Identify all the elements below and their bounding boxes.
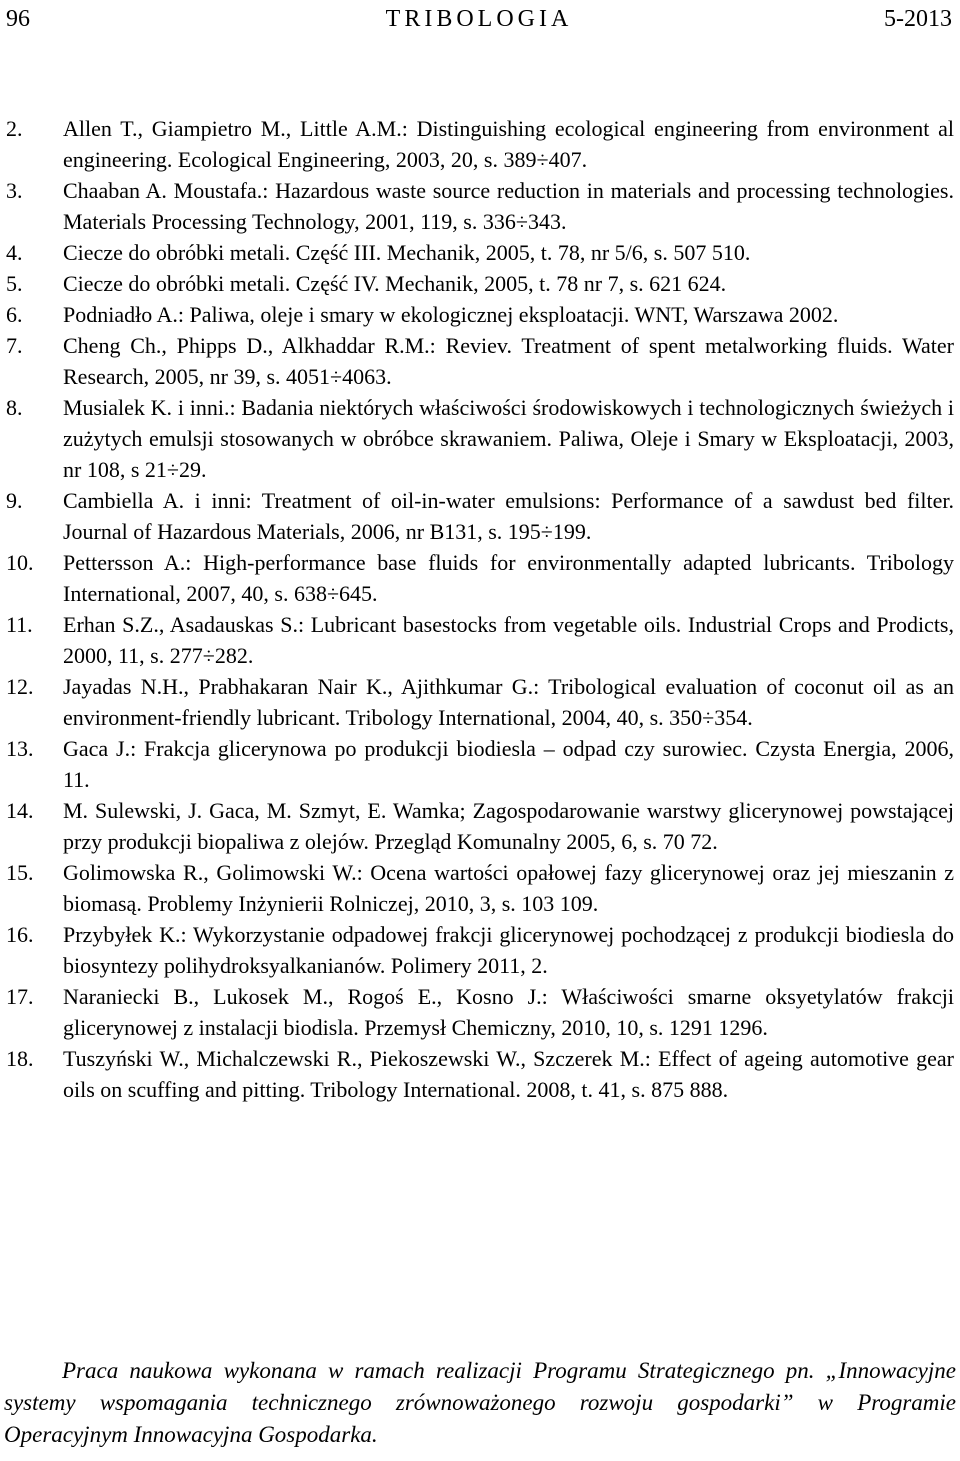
reference-text: Naraniecki B., Lukosek M., Rogoś E., Kosno J.: Właściwości smarne oksyetylatów frakcji glicerynowej z instalacji biodisla. Przemysł Chemiczny, 2010, 10, s. 1291 1296.: [63, 984, 954, 1040]
reference-text: Musialek K. i inni.: Badania niektórych właściwości środowiskowych i technologicznych świeżych i zużytych emulsji stosowanych w obróbce skrawaniem. Paliwa, Oleje i Smary w Eksploatacji, 2003, nr 108, s 21÷29.: [63, 395, 954, 482]
page-header: [6, 2, 952, 36]
reference-number: 8.: [6, 395, 23, 420]
reference-item: [6, 268, 954, 299]
reference-text: Chaaban A. Moustafa.: Hazardous waste source reduction in materials and processing technologies. Materials Processing Technology, 2001, 119, s. 336÷343.: [63, 178, 954, 234]
reference-item: [6, 113, 954, 175]
reference-item: [6, 795, 954, 857]
journal-title: TRIBOLOGIA: [385, 6, 573, 32]
reference-item: [6, 919, 954, 981]
reference-number: 18.: [6, 1046, 34, 1071]
reference-text: Cambiella A. i inni: Treatment of oil-in-water emulsions: Performance of a sawdust bed filter. Journal of Hazardous Materials, 2006, nr B131, s. 195÷199.: [63, 488, 954, 544]
reference-number: 17.: [6, 984, 34, 1009]
reference-number: 11.: [6, 612, 33, 637]
reference-item: [6, 609, 954, 671]
reference-text: Pettersson A.: High-performance base fluids for environmentally adapted lubricants. Tribology International, 2007, 40, s. 638÷645.: [63, 550, 954, 606]
reference-text: Allen T., Giampietro M., Little A.M.: Distinguishing ecological engineering from environment al engineering. Ecological Engineering, 2003, 20, s. 389÷407.: [63, 116, 954, 172]
reference-item: [6, 392, 954, 485]
reference-item: [6, 981, 954, 1043]
reference-item: [6, 485, 954, 547]
reference-list: [6, 113, 954, 1105]
reference-number: 7.: [6, 333, 23, 358]
reference-number: 5.: [6, 271, 23, 296]
reference-item: [6, 1043, 954, 1105]
reference-text: Erhan S.Z., Asadauskas S.: Lubricant basestocks from vegetable oils. Industrial Crops and Prodicts, 2000, 11, s. 277÷282.: [63, 612, 954, 668]
funding-note-text: Praca naukowa wykonana w ramach realizacji Programu Strategicznego pn. „Innowacyjne systemy wspomagania technicznego zrównoważonego rozwoju gospodarki” w Programie Operacyjnym Innowacyjna Gospodarka.: [4, 1358, 956, 1447]
reference-item: [6, 547, 954, 609]
reference-item: [6, 175, 954, 237]
reference-item: [6, 733, 954, 795]
reference-text: M. Sulewski, J. Gaca, M. Szmyt, E. Wamka; Zagospodarowanie warstwy glicerynowej powstającej przy produkcji biopaliwa z olejów. Przegląd Komunalny 2005, 6, s. 70 72.: [63, 798, 954, 854]
reference-item: [6, 330, 954, 392]
reference-text: Cheng Ch., Phipps D., Alkhaddar R.M.: Reviev. Treatment of spent metalworking fluids. Water Research, 2005, nr 39, s. 4051÷4063.: [63, 333, 954, 389]
reference-item: [6, 237, 954, 268]
reference-number: 12.: [6, 674, 34, 699]
reference-number: 6.: [6, 302, 23, 327]
reference-text: Ciecze do obróbki metali. Część III. Mechanik, 2005, t. 78, nr 5/6, s. 507 510.: [63, 240, 751, 265]
funding-note: [4, 1355, 956, 1451]
reference-text: Ciecze do obróbki metali. Część IV. Mechanik, 2005, t. 78 nr 7, s. 621 624.: [63, 271, 727, 296]
reference-number: 4.: [6, 240, 23, 265]
issue-number: 5-2013: [884, 6, 952, 32]
reference-item: [6, 299, 954, 330]
reference-number: 16.: [6, 922, 34, 947]
reference-number: 10.: [6, 550, 34, 575]
reference-number: 15.: [6, 860, 34, 885]
reference-text: Przybyłek K.: Wykorzystanie odpadowej frakcji glicerynowej pochodzącej z produkcji biodiesla do biosyntezy polihydroksyalkanianów. Polimery 2011, 2.: [63, 922, 954, 978]
reference-text: Golimowska R., Golimowski W.: Ocena wartości opałowej fazy glicerynowej oraz jej mieszanin z biomasą. Problemy Inżynierii Rolniczej, 2010, 3, s. 103 109.: [63, 860, 954, 916]
reference-text: Podniadło A.: Paliwa, oleje i smary w ekologicznej eksploatacji. WNT, Warszawa 2002.: [63, 302, 839, 327]
reference-number: 2.: [6, 116, 23, 141]
reference-number: 13.: [6, 736, 34, 761]
reference-number: 9.: [6, 488, 23, 513]
page-number: 96: [6, 6, 30, 32]
reference-number: 14.: [6, 798, 34, 823]
reference-text: Gaca J.: Frakcja glicerynowa po produkcji biodiesla – odpad czy surowiec. Czysta Energia, 2006, 11.: [63, 736, 954, 792]
reference-number: 3.: [6, 178, 23, 203]
reference-text: Tuszyński W., Michalczewski R., Piekoszewski W., Szczerek M.: Effect of ageing automotive gear oils on scuffing and pitting. Tribology International. 2008, t. 41, s. 875 888.: [63, 1046, 954, 1102]
reference-item: [6, 857, 954, 919]
reference-item: [6, 671, 954, 733]
reference-text: Jayadas N.H., Prabhakaran Nair K., Ajithkumar G.: Tribological evaluation of coconut oil as an environment-friendly lubricant. Tribology International, 2004, 40, s. 350÷354.: [63, 674, 954, 730]
